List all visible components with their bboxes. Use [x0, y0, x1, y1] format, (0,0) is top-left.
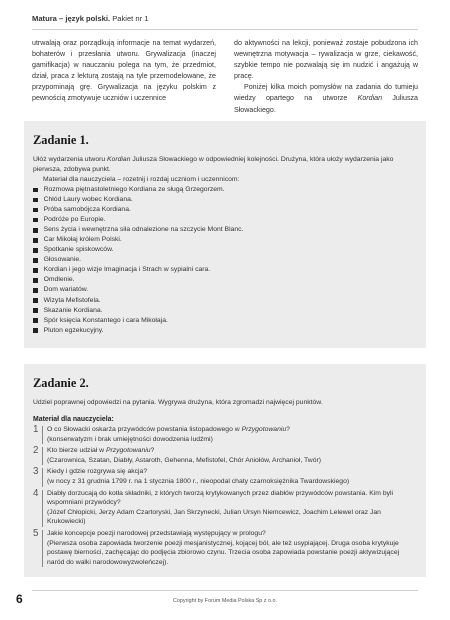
question-number: 4	[33, 487, 39, 499]
question-number: 2	[33, 445, 39, 457]
running-header	[32, 14, 149, 23]
square-bullet-icon	[33, 308, 38, 313]
event-item	[33, 306, 417, 316]
task-2-material-title: Materiał dla nauczyciela:	[33, 416, 114, 423]
event-text: Chłód Laury wobec Kordiana.	[43, 196, 133, 204]
square-bullet-icon	[33, 238, 38, 243]
event-item	[33, 326, 417, 336]
question-body	[47, 529, 417, 567]
question-bar-icon	[42, 530, 44, 567]
header-divider	[32, 29, 418, 30]
square-bullet-icon	[33, 198, 38, 203]
task-2-question-list	[33, 425, 417, 567]
square-bullet-icon	[33, 218, 38, 223]
task-2-lead: Udziel poprawnej odpowiedzi na pytania. Wygrywa drużyna, która zgromadzi najwięcej punktów.	[33, 399, 323, 406]
square-bullet-icon	[33, 318, 38, 323]
event-text: Dom wariatów.	[43, 286, 89, 294]
event-text: Głosowanie.	[43, 256, 81, 264]
square-bullet-icon	[33, 258, 38, 263]
event-text: Podróże po Europie.	[43, 216, 106, 224]
question-body	[47, 467, 417, 486]
event-item	[33, 245, 417, 255]
answer-text: (Pierwsza osoba zapowiada tworzenie poezji mesjanistycznej, kojącej ból, ale też usypiającej. Druga osoba krytykuje postawę bierności, zachęcając do podjęcia zbiorowo czynu. Trzecia osoba zapowiada powstanie poezji aktywizującej naród do walki narodowowyzwoleńczej).	[47, 539, 400, 566]
intro-text-part: Poniżej kilka moich pomysłów na zadania do tumieju wiedzy opartego na utworze	[234, 83, 418, 103]
intro-left-paragraph: utrwalają oraz porządkują informacje na temat wydarzeń, bohaterów i przesłania utworu. Grywalizacja (inaczej gamifikacja) w nauczaniu polega na tym, że przedmiot, dział, praca z lekturą zostają na tyle przemodelowane, że przypominają grę. Grywalizacja na języku polskim z pewnością zmotywuje uczniów i uczennice	[32, 39, 216, 103]
event-item	[33, 275, 417, 285]
square-bullet-icon	[33, 298, 38, 303]
event-text: Spór księcia Konstantego i cara Mikołaja.	[43, 316, 168, 324]
event-item	[33, 205, 417, 215]
header-title: Matura – język polski.	[32, 14, 111, 23]
lead-work-title: Kordian	[107, 156, 131, 163]
question-bar-icon	[42, 468, 44, 486]
event-text: Omdlenie.	[43, 276, 75, 284]
event-item	[33, 296, 417, 306]
task-1-event-list	[33, 185, 417, 336]
question-text-part: Diabły dorzucają do kotła składniki, z których tworzą krytykowanych przez diabłów przywódców powstania. Kim byli wspomniani przywódcy?	[47, 489, 394, 507]
event-text: Pluton egzekucyjny.	[43, 326, 104, 334]
question-work-title: Przygotowaniu	[105, 447, 151, 455]
intro-right-paragraph-2	[234, 82, 418, 115]
square-bullet-icon	[33, 228, 38, 233]
event-item	[33, 285, 417, 295]
event-item	[33, 225, 417, 235]
answer-text: (Czarownica, Szatan, Diabły, Astaroth, Gehenna, Mefistofel, Chór Aniołów, Archanioł, Twór)	[47, 456, 322, 464]
answer-text: (w nocy z 31 grudnia 1799 r. na 1 stycznia 1800 r., nieopodal chaty czarnoksiężnika Twardowskiego)	[47, 477, 350, 485]
intro-right-paragraph-1: do aktywności na lekcji, ponieważ zostaje pobudzona ich wewnętrzna motywacja – rywalizacja w grze, ciekawość, szybkie tempo nie pozwalają się im nudzić i angażują w pracę.	[234, 39, 418, 81]
event-text: Wizyta Mefistofela.	[43, 296, 101, 304]
lead-part: Ułóż wydarzenia utworu	[33, 156, 108, 163]
lead-part: Juliusza Słowackiego w odpowiedniej kolejności. Drużyna, która ułoży wydarzenia jako pierwsza, zdobywa punkt.	[33, 156, 394, 173]
task-2-box	[24, 364, 426, 577]
task-1-material-note: Materiał dla nauczyciela – rozetnij i rozdaj uczniom i uczennicom:	[43, 176, 240, 183]
page-number: 6	[16, 592, 23, 606]
square-bullet-icon	[33, 328, 38, 333]
task-2-instructions	[33, 398, 417, 408]
event-item	[33, 235, 417, 245]
question-item	[33, 446, 417, 465]
question-text-part: Jakie koncepcje poezji narodowej przedstawiają występujący w prologu?	[47, 529, 266, 537]
event-item	[33, 195, 417, 205]
task-1-title: Zadanie 1.	[33, 133, 89, 147]
question-item	[33, 489, 417, 527]
question-item	[33, 529, 417, 567]
question-text	[47, 425, 417, 435]
event-item	[33, 215, 417, 225]
event-item	[33, 185, 417, 195]
intro-right-column	[234, 38, 418, 128]
question-number: 1	[33, 424, 39, 435]
intro-work-title: Kordian	[357, 94, 383, 103]
event-text: Próba samobójcza Kordiana.	[43, 206, 131, 214]
event-item	[33, 255, 417, 265]
square-bullet-icon	[33, 288, 38, 293]
question-bar-icon	[42, 426, 44, 444]
intro-text-part: Juliusza Słowackiego.	[234, 94, 418, 114]
question-text-part: ?	[286, 426, 290, 433]
question-number: 3	[33, 466, 39, 478]
copyright-notice: Copyright by Forum Media Polska Sp z o.o.	[173, 598, 277, 604]
question-bar-icon	[42, 447, 44, 465]
question-body	[47, 446, 417, 465]
question-text-part: Kto bierze udział w	[47, 447, 106, 455]
event-text: Sens życia i wewnętrzna siła odnalezione na szczycie Mont Blanc.	[43, 226, 244, 234]
event-text: Rozmowa piętnastoletniego Kordiana ze sługą Grzegorzem.	[43, 186, 225, 193]
question-work-title: Przygotowaniu	[241, 426, 287, 433]
footer-divider	[32, 590, 418, 591]
question-item	[33, 467, 417, 486]
question-text-part: ?	[150, 447, 155, 455]
event-text: Skazanie Kordiana.	[43, 306, 103, 314]
event-text: Car Mikołaj królem Polski.	[43, 236, 122, 244]
task-2-title: Zadanie 2.	[33, 376, 89, 390]
task-1-box	[24, 121, 426, 348]
question-text	[47, 446, 417, 456]
event-text: Spotkanie spiskowców.	[43, 246, 114, 254]
task-1-lead	[33, 155, 417, 175]
header-subtitle: Pakiet nr 1	[110, 14, 149, 23]
square-bullet-icon	[33, 208, 38, 213]
question-body	[47, 425, 417, 444]
question-text	[47, 489, 417, 508]
question-text	[47, 467, 417, 477]
question-text	[47, 529, 417, 539]
square-bullet-icon	[33, 268, 38, 273]
intro-left-column	[32, 38, 216, 128]
question-body	[47, 489, 417, 527]
question-text-part: O co Słowacki oskarża przywódców powstania listopadowego w	[47, 426, 242, 433]
square-bullet-icon	[33, 278, 38, 283]
question-number: 5	[33, 527, 39, 539]
question-text-part: Kiedy i gdzie rozgrywa się akcja?	[47, 468, 148, 476]
task-1-instructions	[33, 155, 417, 185]
question-item	[33, 425, 417, 444]
answer-text: (konserwatyzm i brak umiejętności dowodzenia ludźmi)	[47, 435, 213, 443]
answer-text: (Józef Chłopicki, Jerzy Adam Czartoryski, Jan Skrzynecki, Julian Ursyn Niemcewicz, Joachim Lelewel oraz Jan Krukowiecki)	[47, 508, 381, 526]
event-item	[33, 265, 417, 275]
event-text: Kordian i jego wizje Imaginacja i Strach w sypialni cara.	[43, 266, 211, 274]
square-bullet-icon	[33, 248, 38, 253]
square-bullet-icon	[33, 188, 38, 193]
intro-text	[32, 38, 418, 128]
event-item	[33, 316, 417, 326]
question-bar-icon	[42, 490, 44, 527]
